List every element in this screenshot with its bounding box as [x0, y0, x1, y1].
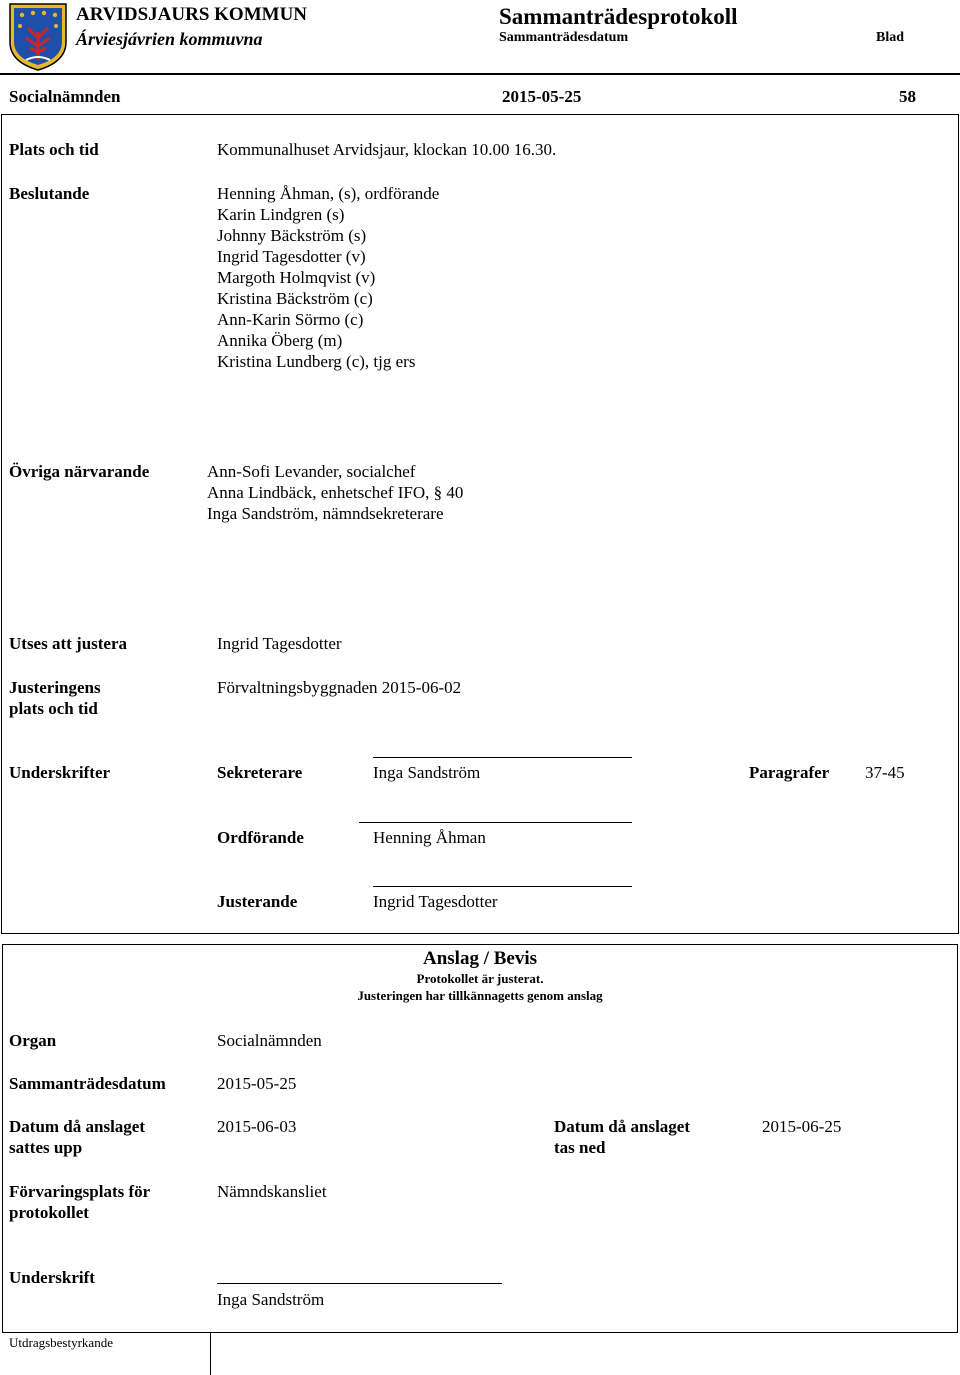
signature-line-secretary	[373, 757, 632, 758]
page-number: 58	[899, 87, 916, 106]
adjuster-value: Ingrid Tagesdotter	[217, 634, 342, 653]
other-item: Anna Lindbäck, enhetschef IFO, § 40	[207, 483, 464, 502]
notice-title: Anslag / Bevis	[422, 948, 538, 969]
adjust-place-value: Förvaltningsbyggnaden 2015-06-02	[217, 678, 462, 697]
others-list	[207, 461, 463, 524]
decider-item: Annika Öberg (m)	[217, 331, 343, 350]
org-name-sami: Árviesjávrien kommuvna	[76, 29, 263, 49]
storage-value: Nämndskansliet	[217, 1182, 327, 1201]
organ-label: Organ	[9, 1031, 57, 1050]
municipality-crest-icon	[8, 2, 68, 72]
org-name: ARVIDSJAURS KOMMUN	[76, 4, 308, 25]
signatures-label: Underskrifter	[9, 763, 111, 782]
storage-label: Förvaringsplats för protokollet	[9, 1182, 151, 1222]
removed-label: Datum då anslaget tas ned	[554, 1117, 691, 1157]
organ-value: Socialnämnden	[217, 1031, 322, 1050]
notice-line-1: Protokollet är justerat.	[416, 971, 544, 986]
deciders-label: Beslutande	[9, 184, 90, 203]
adjuster-label: Utses att justera	[9, 634, 128, 653]
decider-item: Johnny Bäckström (s)	[217, 226, 367, 245]
posted-label: Datum då anslaget sattes upp	[9, 1117, 146, 1157]
removed-value: 2015-06-25	[762, 1117, 842, 1136]
adjuster-name: Ingrid Tagesdotter	[373, 892, 498, 911]
place-label: Plats och tid	[9, 140, 99, 159]
header-rule-top	[0, 73, 960, 75]
decider-item: Kristina Bäckström (c)	[217, 289, 373, 308]
notice-meeting-date-label: Sammanträdesdatum	[9, 1074, 166, 1093]
adjust-place-label: Justeringens plats och tid	[9, 678, 101, 718]
decider-item: Ann-Karin Sörmo (c)	[217, 310, 364, 329]
footer-rule	[2, 1332, 958, 1333]
posted-value: 2015-06-03	[217, 1117, 297, 1136]
paragraphs-value: 37-45	[865, 763, 905, 782]
decider-item: Margoth Holmqvist (v)	[217, 268, 376, 287]
meeting-date: 2015-05-25	[502, 87, 582, 106]
signature-label: Underskrift	[9, 1268, 95, 1287]
paragraphs-label: Paragrafer	[749, 763, 830, 782]
notice-meeting-date-value: 2015-05-25	[217, 1074, 297, 1093]
signature-line-chair	[359, 822, 632, 823]
secretary-name: Inga Sandström	[373, 763, 481, 782]
decider-item: Karin Lindgren (s)	[217, 205, 345, 224]
other-item: Ann-Sofi Levander, socialchef	[207, 462, 416, 481]
decider-item: Henning Åhman, (s), ordförande	[217, 184, 440, 203]
others-label: Övriga närvarande	[9, 462, 150, 481]
footer-divider	[210, 1332, 211, 1375]
signature-name: Inga Sandström	[217, 1290, 325, 1309]
chair-name: Henning Åhman	[373, 828, 486, 847]
other-item: Inga Sandström, nämndsekreterare	[207, 504, 444, 523]
protocol-frame	[1, 114, 959, 934]
secretary-role: Sekreterare	[217, 763, 303, 782]
date-label: Sammanträdesdatum	[499, 30, 629, 45]
footer-label: Utdragsbestyrkande	[9, 1335, 113, 1350]
decider-item: Ingrid Tagesdotter (v)	[217, 247, 366, 266]
deciders-list	[217, 183, 439, 372]
signature-line-notice	[217, 1283, 502, 1284]
signature-line-adjuster	[373, 886, 632, 887]
adjuster-role: Justerande	[217, 892, 298, 911]
committee-name: Socialnämnden	[9, 87, 121, 106]
notice-line-2: Justeringen har tillkännagetts genom anslag	[357, 988, 603, 1003]
chair-role: Ordförande	[217, 828, 304, 847]
place-value: Kommunalhuset Arvidsjaur, klockan 10.00 16.30.	[217, 140, 557, 159]
doc-title: Sammanträdesprotokoll	[499, 4, 738, 29]
decider-item: Kristina Lundberg (c), tjg ers	[217, 352, 416, 371]
page-label: Blad	[876, 30, 905, 45]
